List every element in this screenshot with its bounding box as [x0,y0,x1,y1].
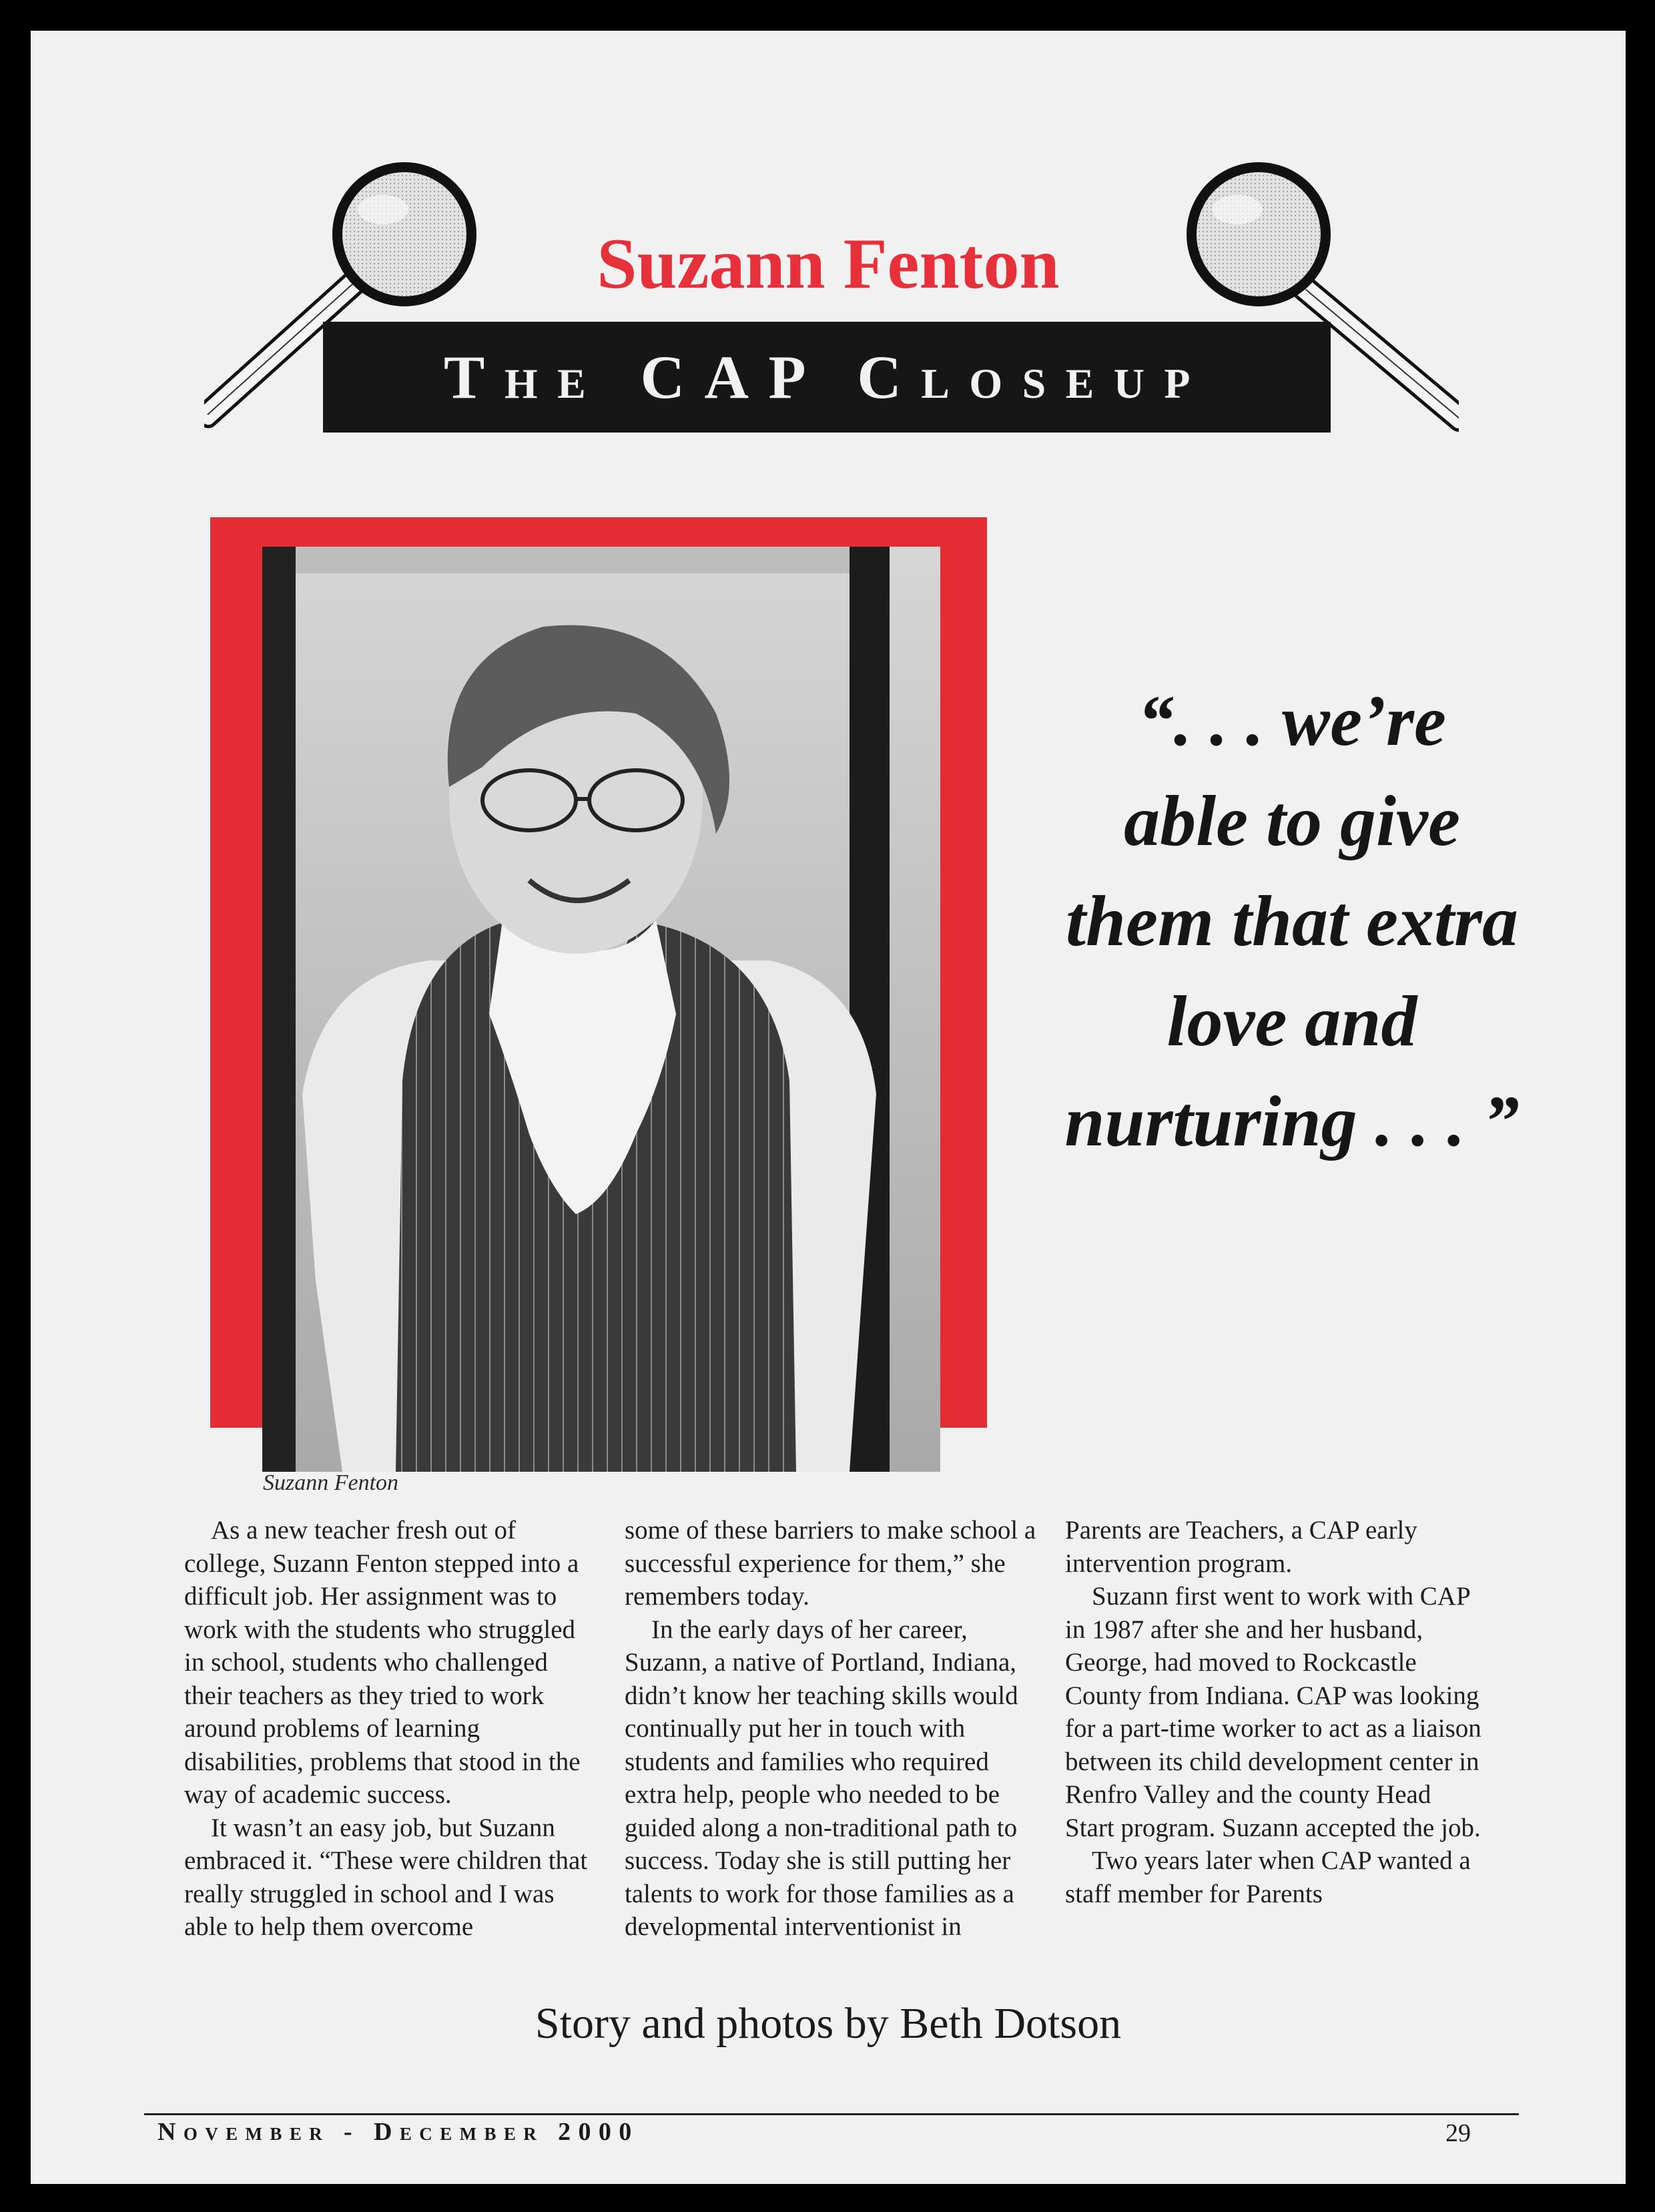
pull-quote-line: love and [1167,982,1417,1061]
footer-divider [144,2113,1519,2115]
section-banner [323,322,1331,433]
pull-quote-line: nurturing . . . ” [1064,1082,1520,1161]
magazine-page [31,31,1626,2184]
body-column-2 [625,1514,1042,1944]
pull-quote-line: them that extra [1065,882,1519,961]
pull-quote-line: “. . . we’re [1138,681,1446,761]
photo-caption: Suzann Fenton [263,1470,399,1495]
body-paragraph: It wasn’t an easy job, but Suzann embraced it. “These were children that really struggled in school and I was able to help them overcome [184,1813,588,1941]
body-paragraph: Two years later when CAP wanted a staff member for Parents [1065,1846,1471,1908]
section-banner-label: The CAP Closeup [444,343,1210,411]
portrait-illustration [262,547,940,1472]
body-paragraph: In the early days of her career, Suzann, a native of Portland, Indiana, didn’t know her teaching skills would continually put her in touch with students and families who required extra help, people who needed to be guided along a non-traditional path to success. Today she is still putting her talents to work for those families as a developmental interventionist in [625,1615,1018,1941]
body-column-3 [1065,1514,1482,1910]
byline: Story and photos by Beth Dotson [535,1999,1122,2048]
page-number: 29 [1445,2119,1471,2147]
body-paragraph: Suzann first went to work with CAP in 1987 after she and her husband, George, had moved to Rockcastle County from Indiana. CAP was looking for a part-time worker to act as a liaison between its child development center in Renfro Valley and the county Head Start program. Suzann accepted the job. [1065,1582,1481,1842]
body-paragraph: some of these barriers to make school a successful experience for them,” she remembers today. [625,1516,1036,1611]
portrait-photo [262,547,940,1472]
pull-quote [978,671,1606,1172]
pull-quote-line: able to give [1124,782,1460,861]
body-column-1 [184,1514,601,1944]
body-paragraph: Parents are Teachers, a CAP early intervention program. [1065,1516,1417,1578]
body-paragraph: As a new teacher fresh out of college, Suzann Fenton stepped into a difficult job. Her assignment was to work with the students who struggled in school, students who challenged their teachers as they tried to work around problems of learning disabilities, problems that stood in the way of academic success. [184,1516,581,1809]
article-title: Suzann Fenton [597,224,1060,304]
issue-date: November - December 2000 [157,2118,639,2146]
